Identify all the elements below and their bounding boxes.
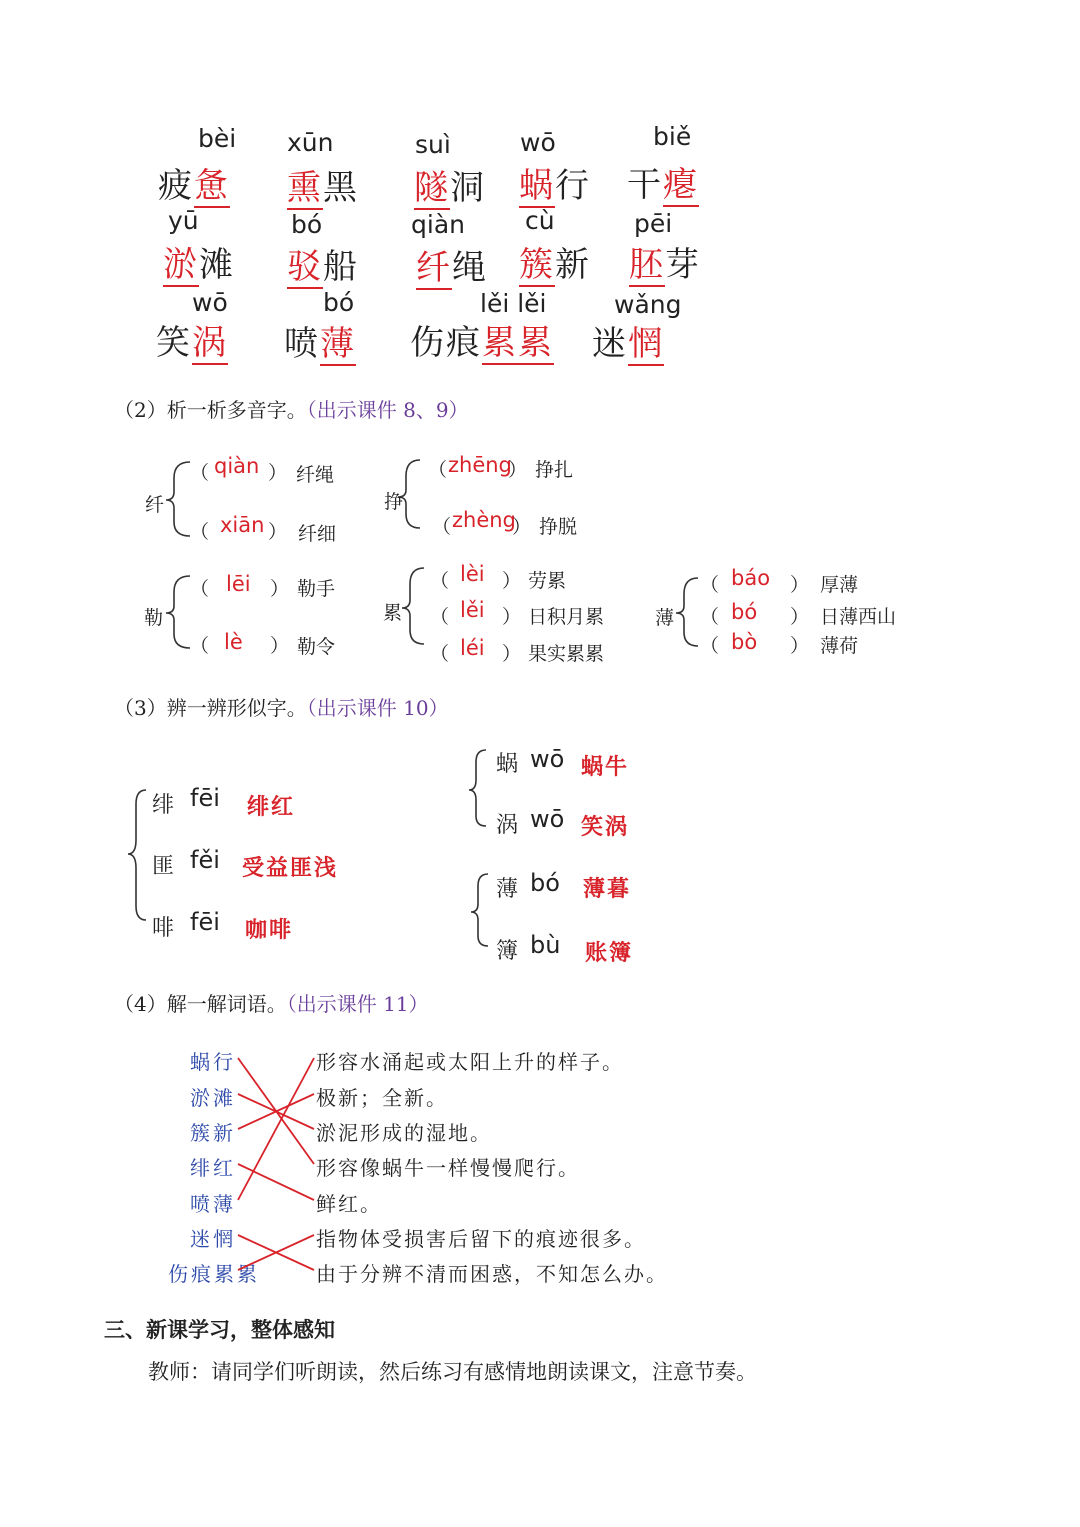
pinyin: biě: [653, 122, 692, 151]
paren-close: ）: [502, 643, 522, 665]
paren-open: （: [700, 635, 720, 657]
paren-close: ）: [790, 606, 810, 628]
pinyin-answer: lěi: [460, 598, 485, 622]
similar-word: 蜗牛: [581, 754, 630, 780]
pinyin-answer: zhēng: [448, 453, 512, 477]
match-definition: 形容像蜗牛一样慢慢爬行。: [316, 1156, 580, 1180]
match-word: 喷薄: [190, 1192, 236, 1216]
polyphone-char: 薄: [655, 607, 675, 629]
vocab-word: 笑涡: [156, 323, 228, 363]
match-line: [238, 1058, 314, 1200]
pinyin-answer: lè: [224, 630, 243, 654]
vocab-word: 簇新: [519, 245, 591, 285]
pinyin-answer: zhèng: [452, 508, 516, 532]
example-word: 薄荷: [820, 635, 859, 657]
paren-open: （: [190, 462, 210, 484]
polyphone-char: 挣: [384, 491, 404, 513]
paren-open: （: [430, 570, 450, 592]
pinyin: wō: [192, 288, 228, 317]
pinyin: xūn: [287, 128, 334, 157]
example-word: 厚薄: [820, 574, 859, 596]
similar-word: 咖啡: [245, 917, 294, 943]
match-word: 绯红: [190, 1156, 236, 1180]
example-word: 纤细: [298, 523, 337, 545]
match-word: 蜗行: [190, 1050, 236, 1074]
example-word: 挣脱: [539, 516, 578, 538]
similar-pinyin: wō: [530, 745, 565, 773]
polyphone-char: 累: [383, 602, 403, 624]
paren-open: （: [190, 578, 210, 600]
paren-close: ）: [268, 521, 288, 543]
similar-char: 绯: [152, 793, 175, 818]
paren-open: （: [700, 606, 720, 628]
example-word: 挣扎: [535, 459, 574, 481]
pinyin-answer: lēi: [226, 572, 251, 596]
similar-char: 蜗: [496, 752, 519, 777]
pinyin: yū: [168, 206, 199, 235]
paren-open: （: [700, 574, 720, 596]
pinyin: wǎng: [614, 290, 682, 319]
match-word: 簇新: [190, 1121, 236, 1145]
example-word: 日积月累: [528, 606, 605, 628]
example-word: 纤绳: [296, 464, 335, 486]
vocab-word: 隧洞: [414, 168, 486, 208]
section-three-heading: 三、新课学习，整体感知: [104, 1317, 335, 1342]
similar-pinyin: fěi: [190, 846, 220, 874]
vocab-word: 驳船: [287, 247, 359, 287]
paren-open: （: [190, 521, 210, 543]
vocab-word: 淤滩: [163, 245, 235, 285]
example-word: 勒手: [297, 578, 336, 600]
similar-char: 匪: [152, 854, 175, 879]
pinyin: wō: [520, 128, 556, 157]
pinyin-answer: bó: [731, 600, 758, 624]
vocab-word: 干瘪: [627, 165, 699, 205]
similar-pinyin: fēi: [190, 784, 220, 812]
example-word: 劳累: [528, 570, 567, 592]
pinyin-answer: bò: [731, 630, 758, 654]
pinyin: cù: [525, 206, 555, 235]
similar-char: 簿: [496, 939, 519, 964]
vocab-word: 伤痕累累: [410, 323, 554, 363]
vocab-word: 疲惫: [158, 166, 230, 206]
pinyin: bó: [323, 288, 355, 317]
similar-word: 绯红: [247, 794, 296, 820]
similar-pinyin: bó: [530, 869, 560, 897]
polyphone-char: 勒: [144, 607, 164, 629]
pinyin: bó: [291, 210, 323, 239]
match-word: 淤滩: [190, 1086, 236, 1110]
match-line: [238, 1164, 314, 1200]
similar-word: 受益匪浅: [242, 855, 339, 881]
paren-close: ）: [508, 459, 528, 481]
paren-open: （: [430, 606, 450, 628]
example-word: 勒令: [297, 636, 336, 658]
similar-pinyin: wō: [530, 805, 565, 833]
vocab-word: 熏黑: [287, 168, 359, 208]
match-definition: 指物体受损害后留下的痕迹很多。: [316, 1227, 646, 1251]
section-3-heading: （3）辨一辨形似字。（出示课件 10）: [114, 696, 449, 720]
paren-close: ）: [502, 606, 522, 628]
vocab-word: 蜗行: [519, 166, 591, 206]
match-definition: 由于分辨不清而困惑，不知怎么办。: [316, 1262, 668, 1286]
example-word: 日薄西山: [820, 606, 897, 628]
paren-close: ）: [502, 570, 522, 592]
match-definition: 淤泥形成的湿地。: [316, 1121, 492, 1145]
pinyin: lěi lěi: [480, 289, 547, 318]
similar-pinyin: fēi: [190, 908, 220, 936]
match-definition: 鲜红。: [316, 1192, 382, 1216]
similar-char: 涡: [496, 813, 519, 838]
paren-open: （: [428, 459, 448, 481]
example-word: 果实累累: [528, 643, 605, 665]
pinyin: suì: [415, 130, 451, 159]
paren-close: ）: [270, 578, 290, 600]
vocab-word: 迷惘: [592, 324, 664, 364]
similar-word: 笑涡: [581, 814, 630, 840]
pinyin-answer: xiān: [220, 513, 265, 537]
similar-char: 啡: [152, 916, 175, 941]
section-2-heading: （2）析一析多音字。（出示课件 8、9）: [114, 398, 469, 422]
vocab-word: 喷薄: [284, 324, 356, 364]
similar-char: 薄: [496, 877, 519, 902]
similar-pinyin: bù: [530, 931, 561, 959]
pinyin-answer: báo: [731, 566, 771, 590]
paren-close: ）: [270, 635, 290, 657]
match-word: 迷惘: [190, 1227, 236, 1251]
pinyin-answer: léi: [460, 636, 485, 660]
pinyin: qiàn: [411, 210, 465, 239]
vocab-word: 胚芽: [629, 245, 701, 285]
match-word: 伤痕累累: [168, 1262, 260, 1286]
match-definition: 形容水涌起或太阳上升的样子。: [316, 1050, 624, 1074]
pinyin: pēi: [634, 209, 673, 238]
section-4-heading: （4）解一解词语。（出示课件 11）: [114, 992, 429, 1016]
polyphone-char: 纤: [145, 494, 165, 516]
paren-open: （: [430, 643, 450, 665]
pinyin: bèi: [198, 124, 237, 153]
pinyin-answer: qiàn: [214, 454, 260, 478]
paren-close: ）: [790, 574, 810, 596]
paren-open: （: [190, 635, 210, 657]
paren-open: （: [432, 516, 452, 538]
paren-close: ）: [790, 635, 810, 657]
teacher-instruction: 教师：请同学们听朗读，然后练习有感情地朗读课文，注意节奏。: [148, 1360, 757, 1384]
paren-close: ）: [512, 516, 532, 538]
pinyin-answer: lèi: [460, 562, 485, 586]
vocab-word: 纤绳: [416, 248, 488, 288]
similar-word: 账簿: [585, 940, 634, 966]
paren-close: ）: [268, 462, 288, 484]
match-definition: 极新；全新。: [316, 1086, 448, 1110]
similar-word: 薄暮: [583, 876, 632, 902]
